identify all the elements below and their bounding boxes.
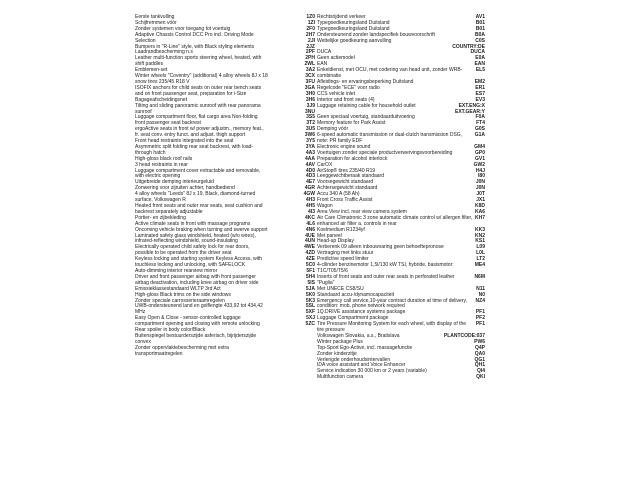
right-column — [317, 15, 485, 381]
option-code: 3J9 — [306, 102, 315, 109]
option-code: 2WL — [304, 61, 315, 68]
option-description: Area View incl. rear view camera system — [317, 208, 407, 215]
option-code: 3Y5 — [306, 138, 315, 145]
option-description: Geen speciaal voertuig, standaarduitvoering — [317, 114, 415, 121]
option-code: 5XJ — [306, 315, 315, 322]
option-description: Winter package Plus — [317, 338, 363, 345]
option-description: UWB-ondersteunend land en golflengte 433,92 tot 434,42 MHz — [135, 303, 263, 316]
option-description: Zonder systemen voor toegang tot voertuig — [135, 25, 231, 32]
option-code: 4H3 — [305, 197, 315, 204]
option-code: 4ZE — [305, 256, 315, 263]
option-description: Ondersteunend zonder landspecifiek bouwvoorschrift — [317, 31, 435, 38]
option-code: QA0 — [474, 350, 485, 357]
option-code: KA6 — [474, 208, 485, 215]
option-description: ergoActive seats in front w/ power adjustm., memory feat., fr. seat conv. entry funct. and adjust. thigh support — [135, 126, 264, 139]
option-code: AV1 — [475, 14, 485, 20]
option-description: Asymmetric split folding rear seat backrest, with load-through hatch — [135, 143, 254, 156]
option-description: EAN — [317, 61, 328, 68]
option-description: Eerste tankvulling — [135, 14, 175, 20]
option-description: Emissieklassestandaard WLTP 3rd Act — [135, 285, 221, 292]
option-code: KH7 — [474, 214, 485, 221]
option-description: Front head restraints integrated into the seat — [135, 138, 234, 145]
option-description: High-gloss Black trims on the side windows — [135, 291, 231, 298]
option-description: Luggage retaining cable for household outlet — [317, 102, 416, 109]
option-code: DUCA — [470, 49, 485, 56]
option-description: Verberenk 09 alleen inbouwvaring geen behoeftepronose — [317, 244, 444, 251]
option-code: C0S — [475, 37, 485, 44]
option-code: QH1 — [474, 362, 485, 369]
option-description: Oncoming vehicle braking when turning and swerve support — [135, 226, 268, 233]
option-description: Adaptive Chassis Control DCC Pro incl. Driving Mode Selection — [135, 31, 254, 44]
option-code: EAN — [474, 61, 485, 68]
option-code: K8D — [474, 203, 485, 209]
option-row — [135, 346, 269, 358]
option-code: 3NU — [304, 108, 315, 115]
option-code: GW2 — [473, 161, 485, 168]
option-code: 3CX — [305, 73, 315, 80]
option-description: Uitgebreide demping interieurgeluid — [135, 179, 214, 186]
option-description: Tilting and sliding panoramic sunroof with rear panorama sunroof — [135, 102, 261, 115]
option-code: 4UE — [305, 232, 315, 239]
option-code: KN2 — [474, 232, 485, 239]
option-description: Head-up Display — [317, 238, 354, 245]
option-code: 2F0 — [306, 25, 315, 32]
option-code: 4UN — [304, 238, 315, 245]
option-description: Easy Open & Close - sensor-controlled luggage compartment opening and closing with remote unlocking — [135, 315, 260, 328]
option-description: Accu 340 A (58 Ah) — [317, 191, 360, 198]
option-description: Leeggewichtberaak standaard — [317, 173, 384, 180]
option-description: ISOFIX anchors for child seats on outer rear bench seats and on front passenger seat, preparation for i-Size — [135, 84, 262, 97]
option-description: Keyless locking and starting system Keyless Access, with touchless locking and unlocking, with SAFELOCK — [135, 256, 262, 269]
option-description: Wagon — [317, 203, 333, 209]
option-code: ME4 — [474, 262, 485, 269]
option-description: Wettelijke goedkeuring aanvulling — [317, 37, 392, 44]
option-description: Geen actiemodel — [317, 55, 355, 62]
option-code: 4E7 — [306, 179, 315, 186]
option-code: 4WE — [304, 244, 315, 251]
option-code: QI4 — [476, 368, 485, 375]
option-description: Memory feature for Park Assist — [317, 120, 386, 127]
option-description: Winter wheels "Coventry" (additional) 4 alloy wheels 8J x 18 snow tires 235/45 R18 V — [135, 73, 268, 85]
option-description: Met paneel — [317, 232, 342, 239]
option-code: PLANTCODE:037 — [443, 332, 485, 339]
option-code: 5JA — [305, 285, 315, 292]
option-code: 5F1 — [306, 267, 315, 274]
equipment-document — [135, 15, 485, 478]
option-code: QKI — [476, 374, 485, 381]
option-code: B01 — [475, 19, 485, 26]
option-description: Air Care Climatronic 3 zone automatic climate control w/ allergen filter, enhanced air filter a. controls in rear — [317, 214, 473, 227]
option-row — [317, 216, 485, 228]
option-code: 3A2 — [305, 67, 315, 74]
option-code: L09 — [476, 244, 485, 251]
option-code: KS1 — [475, 238, 485, 245]
option-code: 3H0 — [305, 90, 315, 97]
option-code: QG1 — [474, 356, 485, 363]
option-description: 4-cilinder benzinemotor 1,5l/130 kW TSI, hybride, basismotor: T1C/T05/T5/6 — [317, 262, 454, 274]
option-row — [135, 275, 269, 287]
option-code: EXT.GEAR:Y — [454, 108, 485, 115]
option-code: 1ZI — [307, 19, 315, 26]
option-description: Laminated safety glass windshield, heated (w/o wires), infrared-reflecting windshield, sound-insulating — [135, 232, 256, 245]
option-code: 2JI — [308, 37, 315, 44]
option-row — [317, 375, 485, 381]
option-code: 4D0 — [305, 167, 315, 174]
option-description: Predictive speed limiter — [317, 256, 369, 263]
option-code: 3S5 — [306, 114, 315, 121]
option-code: 5XF — [305, 309, 315, 316]
option-code: 2H7 — [305, 31, 315, 38]
option-code: 3H6 — [305, 96, 315, 103]
option-code: 5K0 — [305, 291, 315, 298]
option-description: Verlengde onderhoudsintervallen — [317, 356, 391, 363]
option-code: E0A — [475, 55, 485, 62]
option-code: PF1 — [475, 321, 485, 328]
option-description: Rear spoiler in body color/Black — [135, 327, 206, 334]
option-code: 5ZC — [305, 321, 315, 328]
option-description: Leather multi-function sports steering wheel, heated, with shift paddles — [135, 55, 262, 68]
option-description: Multifunction camera — [317, 374, 364, 381]
option-description: Luggage compartment cover extractable and removable, with electric opening — [135, 167, 261, 180]
option-description: Demping vóór — [317, 126, 349, 133]
option-code: KK3 — [474, 226, 485, 233]
option-description: Luggage Compartment package — [317, 315, 389, 322]
option-code: J0T — [476, 191, 485, 198]
option-description: Front Cross Traffic Assist — [317, 197, 373, 204]
option-code: 5IS — [307, 279, 315, 286]
option-description: Zonder speciale carrosserieraamregelen — [135, 297, 225, 304]
option-code: JX1 — [476, 197, 485, 204]
option-description: Preparation for alcohol interlock — [317, 155, 388, 162]
option-code: NZ4 — [475, 297, 485, 304]
option-code: PF1 — [475, 309, 485, 316]
option-description: AirStop® tires 235/40 R19 — [317, 167, 376, 174]
option-description: Bagageafscheidingsnet — [135, 96, 187, 103]
option-code: 2PF — [305, 49, 315, 56]
option-description: Bumpers in "R-Line" style, with Black styling elements — [135, 43, 255, 50]
option-code: 3T2 — [306, 120, 315, 127]
option-code: 4GR — [304, 185, 315, 192]
option-description: Active climate seats in front with massage programs — [135, 220, 251, 227]
option-code: EV3 — [475, 96, 485, 103]
option-code: N11 — [476, 285, 485, 292]
left-column — [135, 15, 269, 358]
option-code: 3YA — [305, 143, 315, 150]
option-description: Met UNECE CS8/SU — [317, 285, 364, 292]
option-description: Laadrandbescherming n.s — [135, 49, 193, 56]
option-description: Afleidings- en ervaringsbeperking Duitsland — [317, 78, 414, 85]
option-code: N0 — [478, 291, 485, 298]
option-description: Volkswagen Slovakia, a.s., Bratislava — [317, 332, 400, 339]
option-description: Driver and front passenger airbag with front passenger airbag deactivation, including knee airbag on driver side — [135, 273, 259, 286]
option-description: Zonder oppervlaktebescherming met extra transportmaatregelen — [135, 344, 229, 357]
option-code: FT4 — [476, 120, 485, 127]
option-code: ES7 — [475, 90, 485, 97]
option-description: Achtersegewicht standaard — [317, 185, 378, 192]
option-description: Emergency call service,10-year contract duration at time of delivery, condition: mob. phone network required — [317, 297, 467, 310]
option-code: 4N6 — [305, 226, 315, 233]
option-description: Zonder kinderzitje — [317, 350, 357, 357]
option-row — [135, 86, 269, 98]
option-code: PW6 — [474, 338, 485, 345]
option-description: Electronic engine sound — [317, 143, 371, 150]
option-description: Schijfremmen vóór — [135, 19, 177, 26]
option-code: H4J — [475, 167, 485, 174]
option-code: EXT.ENG:X — [458, 102, 485, 109]
option-code: 2PH — [305, 55, 315, 62]
option-code: 4GW — [303, 191, 315, 198]
option-code: B0A — [474, 31, 485, 38]
option-description: IDA voice assistant and Voice Enhancer — [317, 362, 406, 369]
option-description: Auto-dimming interior rearview mirror — [135, 267, 218, 274]
option-description: Typegoedkeuringsland Duitsland — [317, 19, 390, 26]
code-list-item — [273, 322, 315, 328]
option-code: GM4 — [474, 143, 485, 150]
option-code: 4ZD — [305, 250, 315, 257]
option-description: 6-speed automatic transmission or dual-clutch transmission DSG, note: PR family EDF — [317, 132, 463, 145]
option-code: G1A — [474, 132, 485, 139]
option-row — [135, 334, 269, 346]
option-code: J0N — [475, 179, 485, 186]
option-row — [135, 33, 269, 45]
option-code: J0N — [475, 185, 485, 192]
option-description: 4 alloy wheels "Leeds" 8J x 19, Black, diamond-turned surface, Volkswagen R — [135, 191, 256, 204]
option-code: 4AV — [305, 161, 315, 168]
option-code: GP0 — [474, 149, 485, 156]
option-description: Emblemen-set — [135, 67, 168, 74]
option-code: B01 — [475, 25, 485, 32]
option-description: Enkeldienst, met OCU, met codering van head unit, zonder WRB-combinatie — [317, 67, 463, 80]
option-description: Voorsegewicht standaard — [317, 179, 374, 186]
option-code: ER1 — [475, 84, 485, 91]
option-description: Standaard accu-/dynamocapaciteit — [317, 291, 394, 298]
option-description: Interior and front seats (4) — [317, 96, 375, 103]
option-code: 5C0 — [305, 262, 315, 269]
option-code: EL5 — [475, 67, 485, 74]
option-row — [317, 275, 485, 287]
option-code: COUNTRY:DE — [452, 43, 485, 50]
option-code: 2JZ — [306, 43, 315, 50]
option-description: High-gloss black roof rails — [135, 155, 193, 162]
option-description: Electrically operated child safety lock for rear doors, possible to be operated from the driver seat — [135, 244, 250, 257]
option-description: 3 head restraints in rear — [135, 161, 188, 168]
option-code: 5H4 — [305, 273, 315, 280]
option-code: 3FU — [305, 78, 315, 85]
option-code: 4AA — [304, 155, 315, 162]
option-code: 3GA — [304, 84, 315, 91]
option-description: Buitenspiegel bestuurderszijde asferisch, bijrijderszijde convex — [135, 332, 257, 345]
option-code: 4H5 — [305, 203, 315, 209]
option-description: Regelcode "ECE" voor radio — [317, 84, 380, 91]
option-code: 5SL — [305, 303, 315, 310]
option-code: 5K3 — [305, 297, 315, 304]
option-code: 1Z0 — [306, 14, 315, 20]
option-description: CarOX — [317, 161, 333, 168]
middle-column — [273, 15, 315, 328]
option-row — [135, 145, 269, 157]
option-code: F0A — [475, 114, 485, 121]
option-description: Tire Pressure Monitoring System for each wheel, with display of the tire pressure — [317, 321, 467, 334]
option-description: Koelmedium R1234yf — [317, 226, 365, 233]
option-code: 4A3 — [305, 149, 315, 156]
option-code: 4KC — [304, 214, 315, 221]
option-description: Voertuigen zonder speciale productverwervingsvoorbereiding — [317, 149, 453, 156]
option-description: Zonwering voor zijruiten achter, handbediend — [135, 185, 235, 192]
option-description: Vertraging met links stuur — [317, 250, 374, 257]
option-description: Typegoedkeuringsland Duitsland — [317, 25, 390, 32]
option-code: 4D3 — [305, 173, 315, 180]
option-code: L0L — [476, 250, 485, 257]
option-description: Luggage compartment floor, flat cargo area Non-folding front passenger seat backrest — [135, 114, 258, 127]
option-code: GV1 — [474, 155, 485, 162]
option-description: Portier- en zijbekleding — [135, 214, 186, 221]
option-description: Heated front seats and outer rear seats, seat cushion and backrest separately adjustable — [135, 203, 263, 215]
option-code: PF2 — [475, 315, 485, 322]
option-code: 4L6 — [306, 220, 315, 227]
option-code: 4I3 — [308, 208, 315, 215]
option-description: Inserts of front seats and outer rear seats in perforated leather "Puglia" — [317, 273, 455, 286]
option-code: 3U5 — [305, 126, 315, 133]
option-code: EM2 — [474, 78, 485, 85]
option-description: DUCA — [317, 49, 332, 56]
option-code: 3W6 — [304, 132, 315, 139]
option-code: N6M — [474, 273, 485, 280]
option-code: I80 — [478, 173, 485, 180]
option-description: 1Q.DRIVE assistance systems package — [317, 309, 406, 316]
option-code: G0S — [474, 126, 485, 133]
option-description: Service indication 30 000 km or 2 years (variable) — [317, 368, 427, 375]
option-description: Rechtsrijdend verkeer — [317, 14, 366, 20]
option-description: Top-Sport Ego-Active, incl. massagefunctie — [317, 344, 413, 351]
option-code: Q4P — [474, 344, 485, 351]
option-code: LT2 — [476, 256, 485, 263]
option-description: CCS vehicle inlet — [317, 90, 356, 97]
